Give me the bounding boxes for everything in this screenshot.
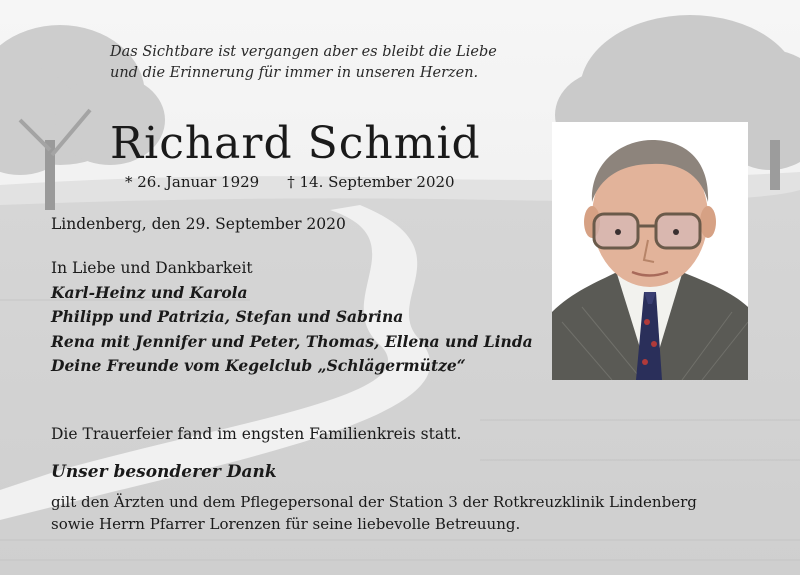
mourner-line: Karl-Heinz und Karola <box>51 282 248 302</box>
death-date: † 14. September 2020 <box>287 173 455 191</box>
quote-line: und die Erinnerung für immer in unseren Herzen. <box>110 65 479 81</box>
mourners-list <box>51 256 533 379</box>
thanks-text <box>51 491 697 535</box>
mourner-line: Philipp und Patrizia, Stefan und Sabrina <box>51 307 404 326</box>
birth-date: * 26. Januar 1929 <box>125 173 260 191</box>
thanks-line: gilt den Ärzten und dem Pflegepersonal der Station 3 der Rotkreuzklinik Lindenberg <box>51 493 697 511</box>
mourners-intro: In Liebe und Dankbarkeit <box>51 259 253 277</box>
place-and-date: Lindenberg, den 29. September 2020 <box>51 215 346 233</box>
thanks-line: sowie Herrn Pfarrer Lorenzen für seine liebevolle Betreuung. <box>51 515 521 533</box>
mourner-line: Rena mit Jennifer und Peter, Thomas, Ellena und Linda <box>51 331 533 351</box>
quote-line: Das Sichtbare ist vergangen aber es bleibt die Liebe <box>110 44 497 60</box>
deceased-name: Richard Schmid <box>110 118 481 169</box>
life-dates <box>125 173 455 191</box>
thanks-heading: Unser besonderer Dank <box>51 462 277 482</box>
memorial-quote <box>110 42 497 84</box>
funeral-note: Die Trauerfeier fand im engsten Familienkreis statt. <box>51 425 462 443</box>
portrait-photo <box>552 122 748 380</box>
mourner-line: Deine Freunde vom Kegelclub „Schlägermütze“ <box>51 356 466 375</box>
